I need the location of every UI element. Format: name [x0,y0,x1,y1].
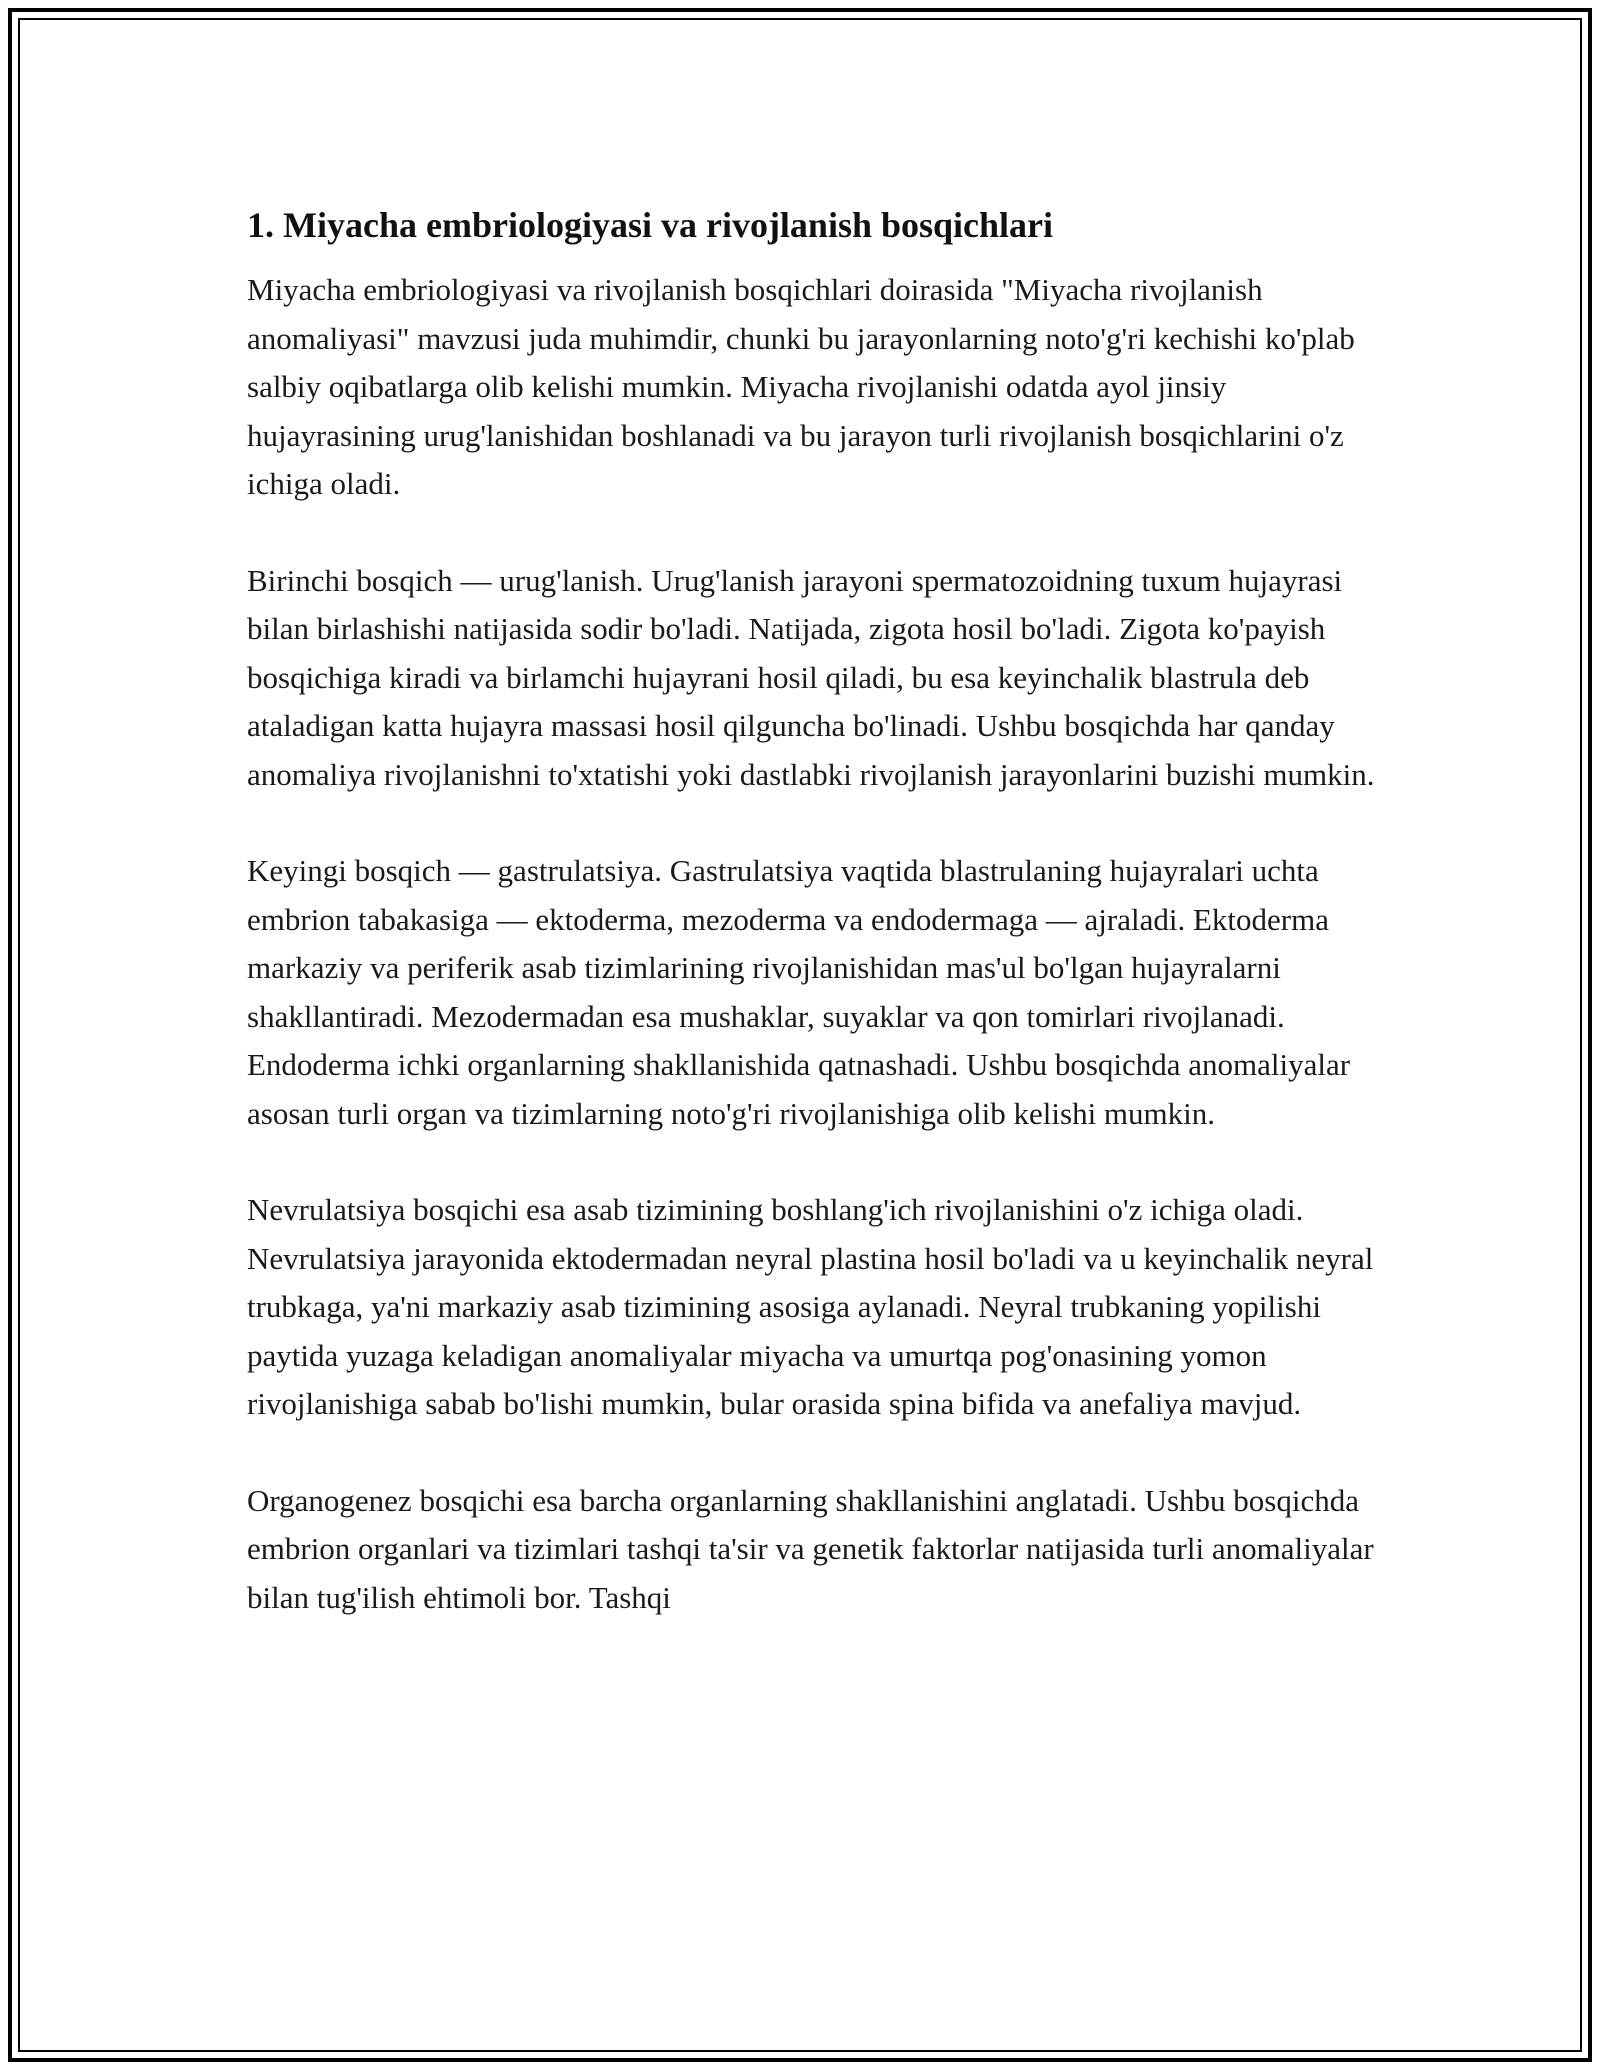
paragraph-neurulation: Nevrulatsiya bosqichi esa asab tizimining boshlang'ich rivojlanishini o'z ichiga oladi. Nevrulatsiya jarayonida ektodermadan neyral plastina hosil bo'ladi va u keyinchalik neyral trubkaga, ya'ni markaziy asab tizimining asosiga aylanadi. Neyral trubkaning yopilishi paytida yuzaga keladigan anomaliyalar miyacha va umurtqa pog'onasining yomon rivojlanishiga sabab bo'lishi mumkin, bular orasida spina bifida va anefaliya mavjud. [247,1192,1374,1421]
paragraph-fertilization-intro: Miyacha embriologiyasi va rivojlanish bosqichlari doirasida "Miyacha rivojlanish anomaliyasi" mavzusi juda muhimdir, chunki bu jarayonlarning noto'g'ri kechishi ko'plab salbiy oqibatlarga olib kelishi mumkin. Miyacha rivojlanishi odatda ayol jinsiy hujayrasining urug'lanishidan boshlanadi va bu jarayon turli rivojlanish bosqichlarini o'z ichiga oladi. [247,272,1355,501]
paragraph-fertilization: Birinchi bosqich — urug'lanish. Urug'lanish jarayoni spermatozoidning tuxum hujayrasi bilan birlashishi natijasida sodir bo'ladi. Natijada, zigota hosil bo'ladi. Zigota ko'payish bosqichiga kiradi va birlamchi hujayrani hosil qiladi, bu esa keyinchalik blastrula deb ataladigan katta hujayra massasi hosil qilguncha bo'linadi. Ushbu bosqichda har qanday anomaliya rivojlanishni to'xtatishi yoki dastlabki rivojlanish jarayonlarini buzishi mumkin. [247,562,1375,792]
paragraph-organogenesis: Organogenez bosqichi esa barcha organlarning shakllanishini anglatadi. Ushbu bosqichda embrion organlari va tizimlari tashqi ta'sir va genetik faktorlar natijasida turli anomaliyalar bilan tug'ilish ehtimoli bor. Tashqi [247,1482,1374,1615]
page-border [8,8,1592,2062]
document-body [247,198,1387,1670]
paragraph-gastrulation: Keyingi bosqich — gastrulatsiya. Gastrulatsiya vaqtida blastrulaning hujayralari uchta embrion tabakasiga — ektoderma, mezoderma va endodermaga — ajraladi. Ektoderma markaziy va periferik asab tizimlarining rivojlanishidan mas'ul bo'lgan hujayralarni shakllantiradi. Mezodermadan esa mushaklar, suyaklar va qon tomirlari rivojlanadi. Endoderma ichki organlarning shakllanishida qatnashadi. Ushbu bosqichda anomaliyalar asosan turli organ va tizimlarning noto'g'ri rivojlanishiga olib kelishi mumkin. [247,853,1351,1131]
section-title: 1. Miyacha embriologiyasi va rivojlanish bosqichlari [247,205,1054,245]
